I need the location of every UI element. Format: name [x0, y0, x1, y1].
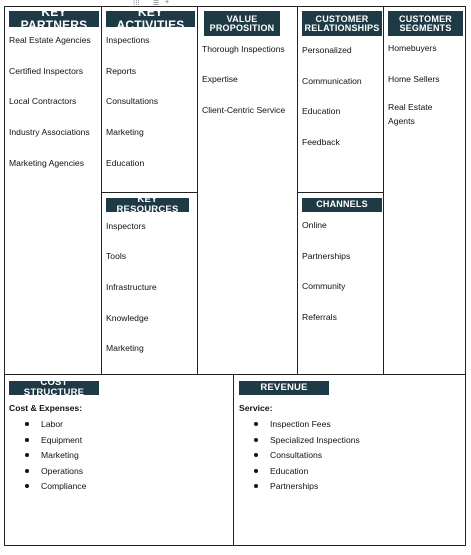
divider [101, 192, 197, 193]
key-activities-header: KEY ACTIVITIES [106, 11, 195, 27]
list-item: Tools [106, 251, 127, 261]
list-item: Home Sellers [388, 74, 440, 84]
list-item: Inspections [106, 35, 150, 45]
list-item: Specialized Inspections [254, 435, 360, 451]
divider [383, 6, 384, 375]
value-proposition-header [204, 11, 280, 36]
revenue-header: REVENUE [239, 381, 329, 395]
list-item: Equipment [25, 435, 86, 451]
list-item: Marketing Agencies [9, 158, 84, 168]
divider [297, 6, 298, 375]
revenue-list [254, 419, 360, 497]
list-item: Feedback [302, 137, 340, 147]
list-item: Compliance [25, 481, 86, 497]
key-partners-header: KEY PARTNERS [9, 11, 99, 27]
list-item: Partnerships [302, 251, 351, 261]
list-item: Online [302, 220, 327, 230]
customer-relationships-header [302, 11, 382, 36]
list-item: Consultations [254, 450, 360, 466]
list-item: Education [106, 158, 145, 168]
list-item: Marketing [106, 343, 144, 353]
divider [233, 374, 234, 546]
add-icon[interactable]: + [165, 0, 170, 6]
header-line: SEGMENTS [399, 23, 452, 33]
list-item: Inspectors [106, 221, 146, 231]
drag-handle-icon[interactable]: ⁝⁝⁝ [133, 0, 140, 7]
header-line: PROPOSITION [209, 23, 275, 33]
list-item: Real Estate Agents [388, 102, 433, 126]
divider [297, 192, 383, 193]
list-item: Community [302, 281, 346, 291]
list-item: Referrals [302, 312, 337, 322]
list-item: Expertise [202, 74, 238, 84]
divider [4, 374, 466, 375]
channels-header: CHANNELS [302, 198, 382, 212]
cost-list [25, 419, 86, 497]
list-item: Reports [106, 66, 137, 76]
list-item: Local Contractors [9, 96, 77, 106]
list-item: Personalized [302, 45, 352, 55]
header-line: CUSTOMER [399, 13, 452, 24]
list-item: Education [302, 106, 341, 116]
cost-subtitle: Cost & Expenses: [9, 403, 83, 413]
list-item: Thorough Inspections [202, 44, 285, 54]
divider [197, 6, 198, 375]
key-resources-header: KEY RESOURCES [106, 198, 189, 212]
revenue-subtitle: Service: [239, 403, 273, 413]
list-item: Real Estate Agencies [9, 35, 91, 45]
divider [101, 6, 102, 375]
list-item: Communication [302, 76, 362, 86]
list-item: Certified Inspectors [9, 66, 84, 76]
list-item: Labor [25, 419, 86, 435]
list-item: Education [254, 466, 360, 482]
list-item: Industry Associations [9, 127, 90, 137]
text-format-icon[interactable]: ☰ [153, 0, 160, 7]
header-line: RELATIONSHIPS [304, 23, 380, 33]
list-item: Homebuyers [388, 43, 437, 53]
cost-structure-header: COST STRUCTURE [9, 381, 99, 395]
list-item: Consultations [106, 96, 159, 106]
header-line: CUSTOMER [315, 13, 369, 24]
list-item: Operations [25, 466, 86, 482]
list-item: Partnerships [254, 481, 360, 497]
list-item: Client-Centric Service [202, 105, 286, 115]
list-item: Inspection Fees [254, 419, 360, 435]
header-line: VALUE [226, 13, 258, 24]
list-item: Marketing [25, 450, 86, 466]
customer-segments-header [388, 11, 463, 36]
list-item: Knowledge [106, 313, 149, 323]
list-item: Infrastructure [106, 282, 157, 292]
list-item: Marketing [106, 127, 144, 137]
